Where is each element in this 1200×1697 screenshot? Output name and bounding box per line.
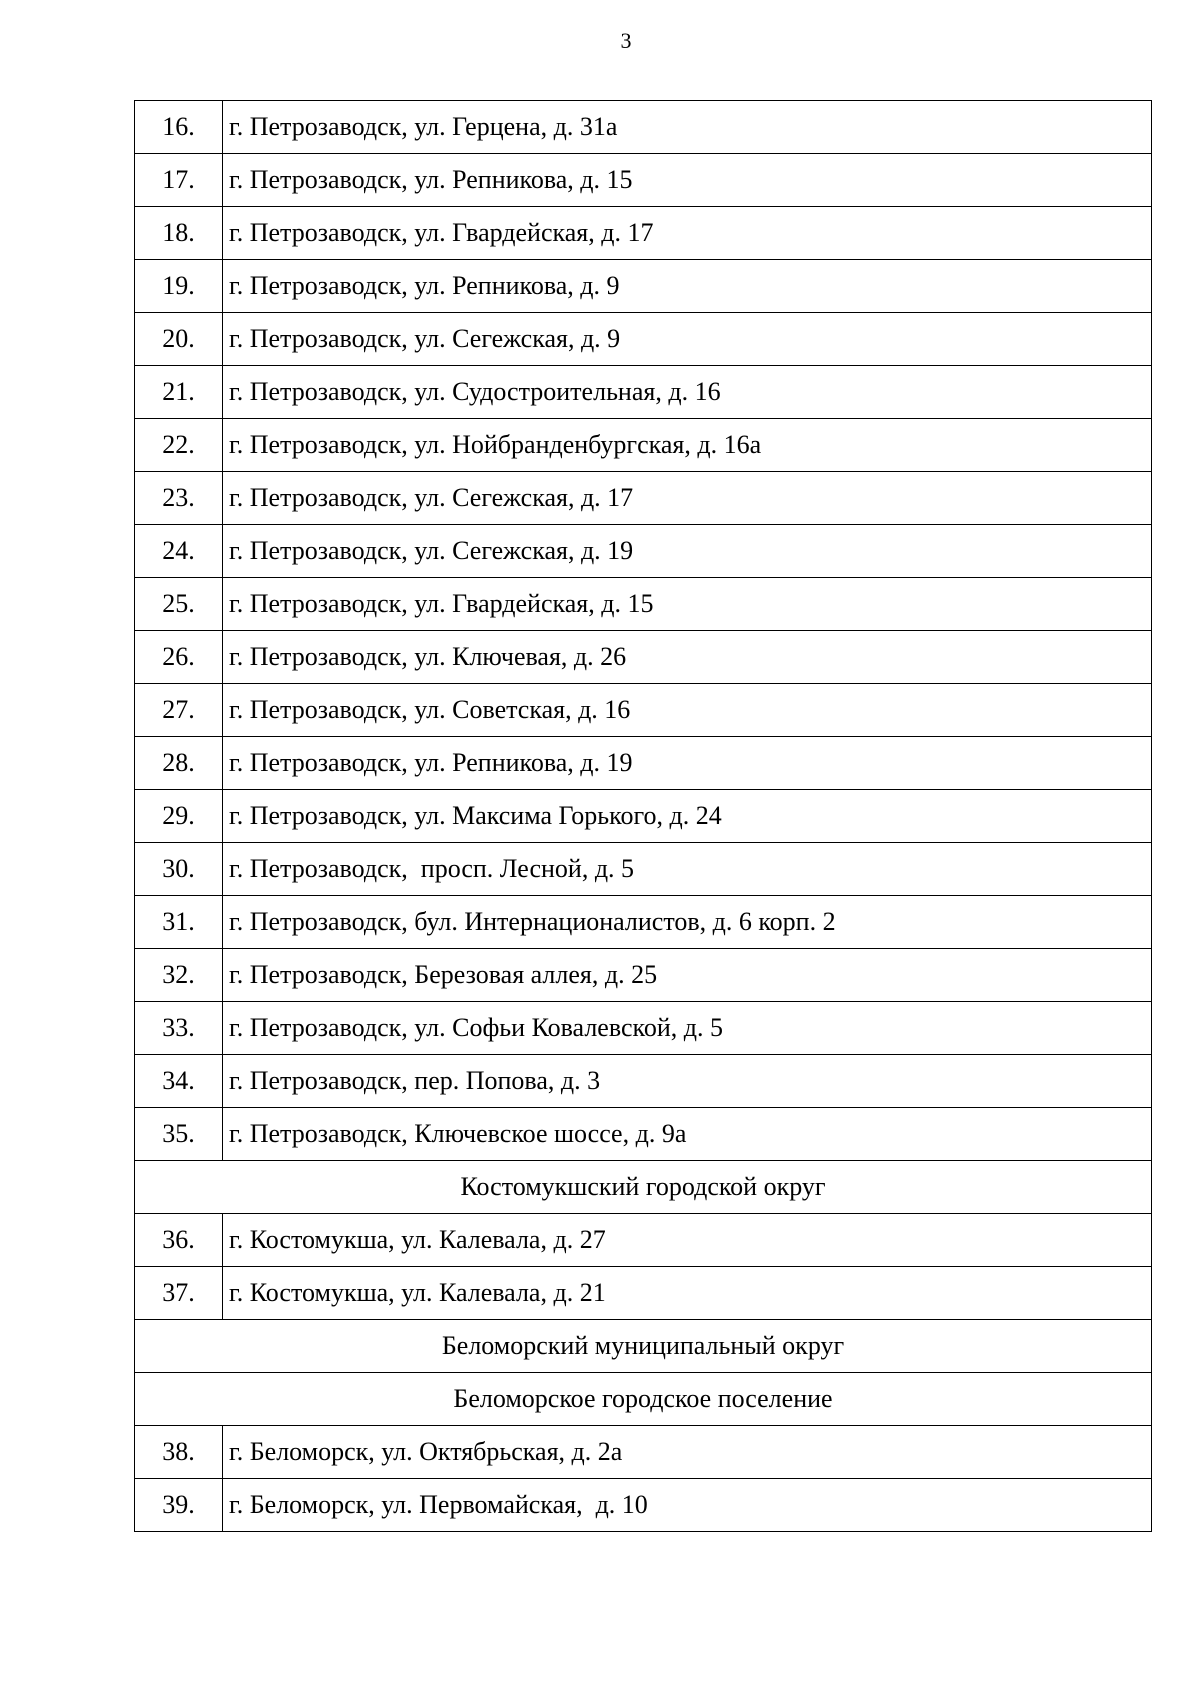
table-row xyxy=(135,1479,1152,1532)
row-number: 28. xyxy=(135,737,223,790)
row-address: г. Петрозаводск, просп. Лесной, д. 5 xyxy=(223,843,1152,896)
section-title: Беломорский муниципальный округ xyxy=(135,1320,1152,1373)
row-address: г. Петрозаводск, ул. Репникова, д. 15 xyxy=(223,154,1152,207)
table-row xyxy=(135,1002,1152,1055)
section-header-row xyxy=(135,1161,1152,1214)
row-number: 38. xyxy=(135,1426,223,1479)
row-number: 34. xyxy=(135,1055,223,1108)
table-row xyxy=(135,1214,1152,1267)
table-row xyxy=(135,684,1152,737)
table-row xyxy=(135,790,1152,843)
row-number: 30. xyxy=(135,843,223,896)
table-row xyxy=(135,419,1152,472)
row-address: г. Петрозаводск, ул. Гвардейская, д. 15 xyxy=(223,578,1152,631)
row-address: г. Петрозаводск, ул. Сегежская, д. 19 xyxy=(223,525,1152,578)
row-address: г. Костомукша, ул. Калевала, д. 21 xyxy=(223,1267,1152,1320)
row-address: г. Петрозаводск, бул. Интернационалистов, д. 6 корп. 2 xyxy=(223,896,1152,949)
row-address: г. Петрозаводск, Ключевское шоссе, д. 9а xyxy=(223,1108,1152,1161)
row-number: 31. xyxy=(135,896,223,949)
row-address: г. Петрозаводск, ул. Советская, д. 16 xyxy=(223,684,1152,737)
row-address: г. Петрозаводск, ул. Нойбранденбургская, д. 16а xyxy=(223,419,1152,472)
row-number: 25. xyxy=(135,578,223,631)
table-row xyxy=(135,896,1152,949)
row-address: г. Петрозаводск, ул. Софьи Ковалевской, д. 5 xyxy=(223,1002,1152,1055)
page-number: 3 xyxy=(620,28,632,53)
row-address: г. Петрозаводск, ул. Ключевая, д. 26 xyxy=(223,631,1152,684)
row-number: 20. xyxy=(135,313,223,366)
table-row xyxy=(135,101,1152,154)
row-number: 23. xyxy=(135,472,223,525)
row-number: 19. xyxy=(135,260,223,313)
section-header-row xyxy=(135,1373,1152,1426)
row-number: 27. xyxy=(135,684,223,737)
row-address: г. Петрозаводск, пер. Попова, д. 3 xyxy=(223,1055,1152,1108)
row-address: г. Петрозаводск, Березовая аллея, д. 25 xyxy=(223,949,1152,1002)
row-number: 39. xyxy=(135,1479,223,1532)
row-address: г. Петрозаводск, ул. Сегежская, д. 17 xyxy=(223,472,1152,525)
row-number: 29. xyxy=(135,790,223,843)
row-address: г. Петрозаводск, ул. Герцена, д. 31а xyxy=(223,101,1152,154)
row-number: 26. xyxy=(135,631,223,684)
section-header-row xyxy=(135,1320,1152,1373)
table-row xyxy=(135,578,1152,631)
table-row xyxy=(135,1055,1152,1108)
table-row xyxy=(135,260,1152,313)
row-number: 32. xyxy=(135,949,223,1002)
table-row xyxy=(135,1108,1152,1161)
row-address: г. Костомукша, ул. Калевала, д. 27 xyxy=(223,1214,1152,1267)
row-address: г. Петрозаводск, ул. Сегежская, д. 9 xyxy=(223,313,1152,366)
row-number: 36. xyxy=(135,1214,223,1267)
table-row xyxy=(135,366,1152,419)
row-address: г. Петрозаводск, ул. Репникова, д. 19 xyxy=(223,737,1152,790)
row-address: г. Петрозаводск, ул. Репникова, д. 9 xyxy=(223,260,1152,313)
table-row xyxy=(135,631,1152,684)
row-number: 21. xyxy=(135,366,223,419)
table-row xyxy=(135,207,1152,260)
row-number: 18. xyxy=(135,207,223,260)
row-address: г. Петрозаводск, ул. Гвардейская, д. 17 xyxy=(223,207,1152,260)
row-number: 37. xyxy=(135,1267,223,1320)
row-number: 16. xyxy=(135,101,223,154)
table-row xyxy=(135,525,1152,578)
row-number: 17. xyxy=(135,154,223,207)
section-title: Беломорское городское поселение xyxy=(135,1373,1152,1426)
table-row xyxy=(135,843,1152,896)
table-row xyxy=(135,949,1152,1002)
table-row xyxy=(135,1426,1152,1479)
address-table xyxy=(134,100,1152,1532)
row-address: г. Беломорск, ул. Первомайская, д. 10 xyxy=(223,1479,1152,1532)
table-row xyxy=(135,154,1152,207)
row-address: г. Беломорск, ул. Октябрьская, д. 2а xyxy=(223,1426,1152,1479)
row-number: 24. xyxy=(135,525,223,578)
row-number: 33. xyxy=(135,1002,223,1055)
row-number: 22. xyxy=(135,419,223,472)
table-row xyxy=(135,313,1152,366)
table-row xyxy=(135,737,1152,790)
row-address: г. Петрозаводск, ул. Максима Горького, д. 24 xyxy=(223,790,1152,843)
row-number: 35. xyxy=(135,1108,223,1161)
section-title: Костомукшский городской округ xyxy=(135,1161,1152,1214)
address-table-body xyxy=(135,101,1152,1532)
table-row xyxy=(135,472,1152,525)
row-address: г. Петрозаводск, ул. Судостроительная, д. 16 xyxy=(223,366,1152,419)
table-row xyxy=(135,1267,1152,1320)
